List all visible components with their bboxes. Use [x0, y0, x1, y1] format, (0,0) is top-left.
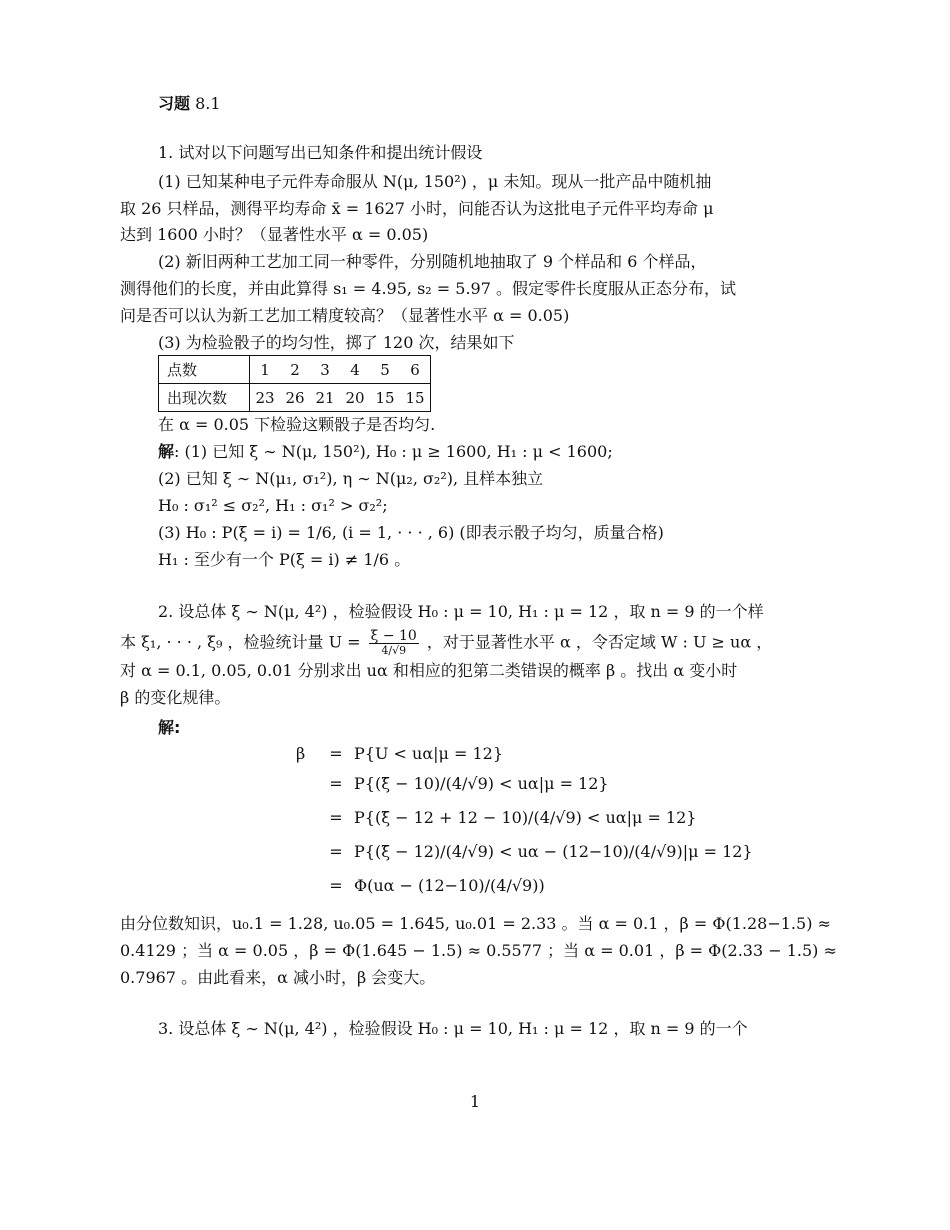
q2-line2	[120, 629, 772, 657]
q2-conclusion-2: 0.4129 ；当 α = 0.05 ，β = Φ(1.645 − 1.5) ≈ 0.5577 ；当 α = 0.01 ，β = Φ(2.33 − 1.5) ≈	[120, 941, 837, 960]
q1-p2-line2: 测得他们的长度，并由此算得 s₁ = 4.95, s₂ = 5.97 。假定零件长度服从正态分布，试	[120, 279, 737, 298]
q2-conclusion-3: 0.7967 。由此看来，α 减小时，β 会变大。	[120, 968, 436, 987]
solution-text: : (1) 已知 ξ ∼ N(μ, 150²), H₀ : μ ≥ 1600, H₁ : μ < 1600;	[174, 442, 613, 461]
statistic-fraction	[369, 629, 419, 657]
table-cell: 6	[400, 356, 431, 384]
q2-line1: 2. 设总体 ξ ∼ N(μ, 4²) ，检验假设 H₀ : μ = 10, H₁ : μ = 12 ，取 n = 9 的一个样	[158, 602, 764, 621]
table-row	[159, 356, 431, 384]
q3-line1: 3. 设总体 ξ ∼ N(μ, 4²) ，检验假设 H₀ : μ = 10, H₁ : μ = 12 ，取 n = 9 的一个	[158, 1019, 748, 1038]
section-title	[158, 92, 221, 116]
equation-rhs: Φ(uα − (12−10)/(4/√9))	[354, 876, 545, 895]
equation-row: = P{(ξ̄ − 10)/(4/√9) < uα|μ = 12}	[329, 774, 609, 793]
q2-solution-label: 解:	[158, 718, 181, 737]
section-title-number: 8.1	[195, 94, 221, 113]
section-title-label: 习题	[158, 94, 191, 113]
q2-line4: β 的变化规律。	[120, 688, 231, 707]
q1-solution-1	[158, 440, 613, 464]
fraction-denominator: 4/√9	[381, 644, 407, 657]
equation-rhs: P{U < uα|μ = 12}	[354, 744, 504, 763]
table-cell: 1	[250, 356, 281, 384]
q1-p3-after: 在 α = 0.05 下检验这颗骰子是否均匀.	[158, 415, 436, 434]
q2-line2-text-b: ，对于显著性水平 α ，令否定域 W : U ≥ uα ，	[426, 632, 773, 652]
q1-p1-line3: 达到 1600 小时？（显著性水平 α = 0.05)	[120, 225, 429, 244]
q1-p1-line2: 取 26 只样品，测得平均寿命 x̄ = 1627 小时，问能否认为这批电子元件平均寿命 μ	[120, 199, 714, 218]
q1-intro: 1. 试对以下问题写出已知条件和提出统计假设	[158, 143, 483, 162]
q2-line3: 对 α = 0.1, 0.05, 0.01 分别求出 uα 和相应的犯第二类错误的概率 β 。找出 α 变小时	[120, 661, 738, 680]
table-cell: 5	[370, 356, 400, 384]
q1-p1-line1: (1) 已知某种电子元件寿命服从 N(μ, 150²) ，μ 未知。现从一批产品中随机抽	[158, 172, 712, 191]
table-cell: 15	[400, 384, 431, 412]
dice-results-table	[158, 355, 431, 412]
equation-rhs: P{(ξ̄ − 12 + 12 − 10)/(4/√9) < uα|μ = 12}	[354, 808, 697, 827]
table-row-label: 点数	[159, 356, 250, 384]
page-number: 1	[469, 1092, 481, 1111]
table-cell: 2	[280, 356, 310, 384]
table-cell: 4	[340, 356, 370, 384]
equation-row: = P{(ξ̄ − 12)/(4/√9) < uα − (12−10)/(4/√9)|μ = 12}	[329, 842, 753, 861]
table-cell: 21	[310, 384, 340, 412]
equation-lhs: β	[296, 744, 306, 763]
q1-solution-5: H₁ : 至少有一个 P(ξ = i) ≠ 1/6 。	[158, 550, 411, 569]
equation-row: = P{(ξ̄ − 12 + 12 − 10)/(4/√9) < uα|μ = 12}	[329, 808, 697, 827]
q1-p3-line1: (3) 为检验骰子的均匀性，掷了 120 次，结果如下	[158, 333, 515, 352]
q1-p2-line3: 问是否可以认为新工艺加工精度较高？（显著性水平 α = 0.05)	[120, 306, 570, 325]
table-row-label: 出现次数	[159, 384, 250, 412]
fraction-numerator: ξ̄ − 10	[370, 628, 417, 644]
equation-rhs: P{(ξ̄ − 10)/(4/√9) < uα|μ = 12}	[354, 774, 609, 793]
q2-conclusion-1: 由分位数知识，u₀.1 = 1.28, u₀.05 = 1.645, u₀.01 = 2.33 。当 α = 0.1 ，β = Φ(1.28−1.5) ≈	[120, 914, 831, 933]
table-cell: 26	[280, 384, 310, 412]
table-cell: 23	[250, 384, 281, 412]
q1-p2-line1: (2) 新旧两种工艺加工同一种零件，分别随机地抽取了 9 个样品和 6 个样品，	[158, 252, 707, 271]
q1-solution-4: (3) H₀ : P(ξ = i) = 1/6, (i = 1, · · · , 6) (即表示骰子均匀，质量合格)	[158, 523, 664, 542]
table-cell: 15	[370, 384, 400, 412]
table-cell: 3	[310, 356, 340, 384]
equation-row: = Φ(uα − (12−10)/(4/√9))	[329, 876, 545, 895]
equation-row: β = P{U < uα|μ = 12}	[296, 740, 503, 768]
solution-label: 解	[158, 442, 175, 461]
table-row	[159, 384, 431, 412]
table-cell: 20	[340, 384, 370, 412]
q1-solution-3: H₀ : σ₁² ≤ σ₂², H₁ : σ₁² > σ₂²;	[158, 496, 388, 515]
q2-line2-text-a: 本 ξ₁, · · · , ξ₉ ，检验统计量 U =	[120, 632, 361, 652]
q1-solution-2: (2) 已知 ξ ∼ N(μ₁, σ₁²), η ∼ N(μ₂, σ₂²), 且样本独立	[158, 469, 544, 488]
equation-rhs: P{(ξ̄ − 12)/(4/√9) < uα − (12−10)/(4/√9)|μ = 12}	[354, 842, 753, 861]
